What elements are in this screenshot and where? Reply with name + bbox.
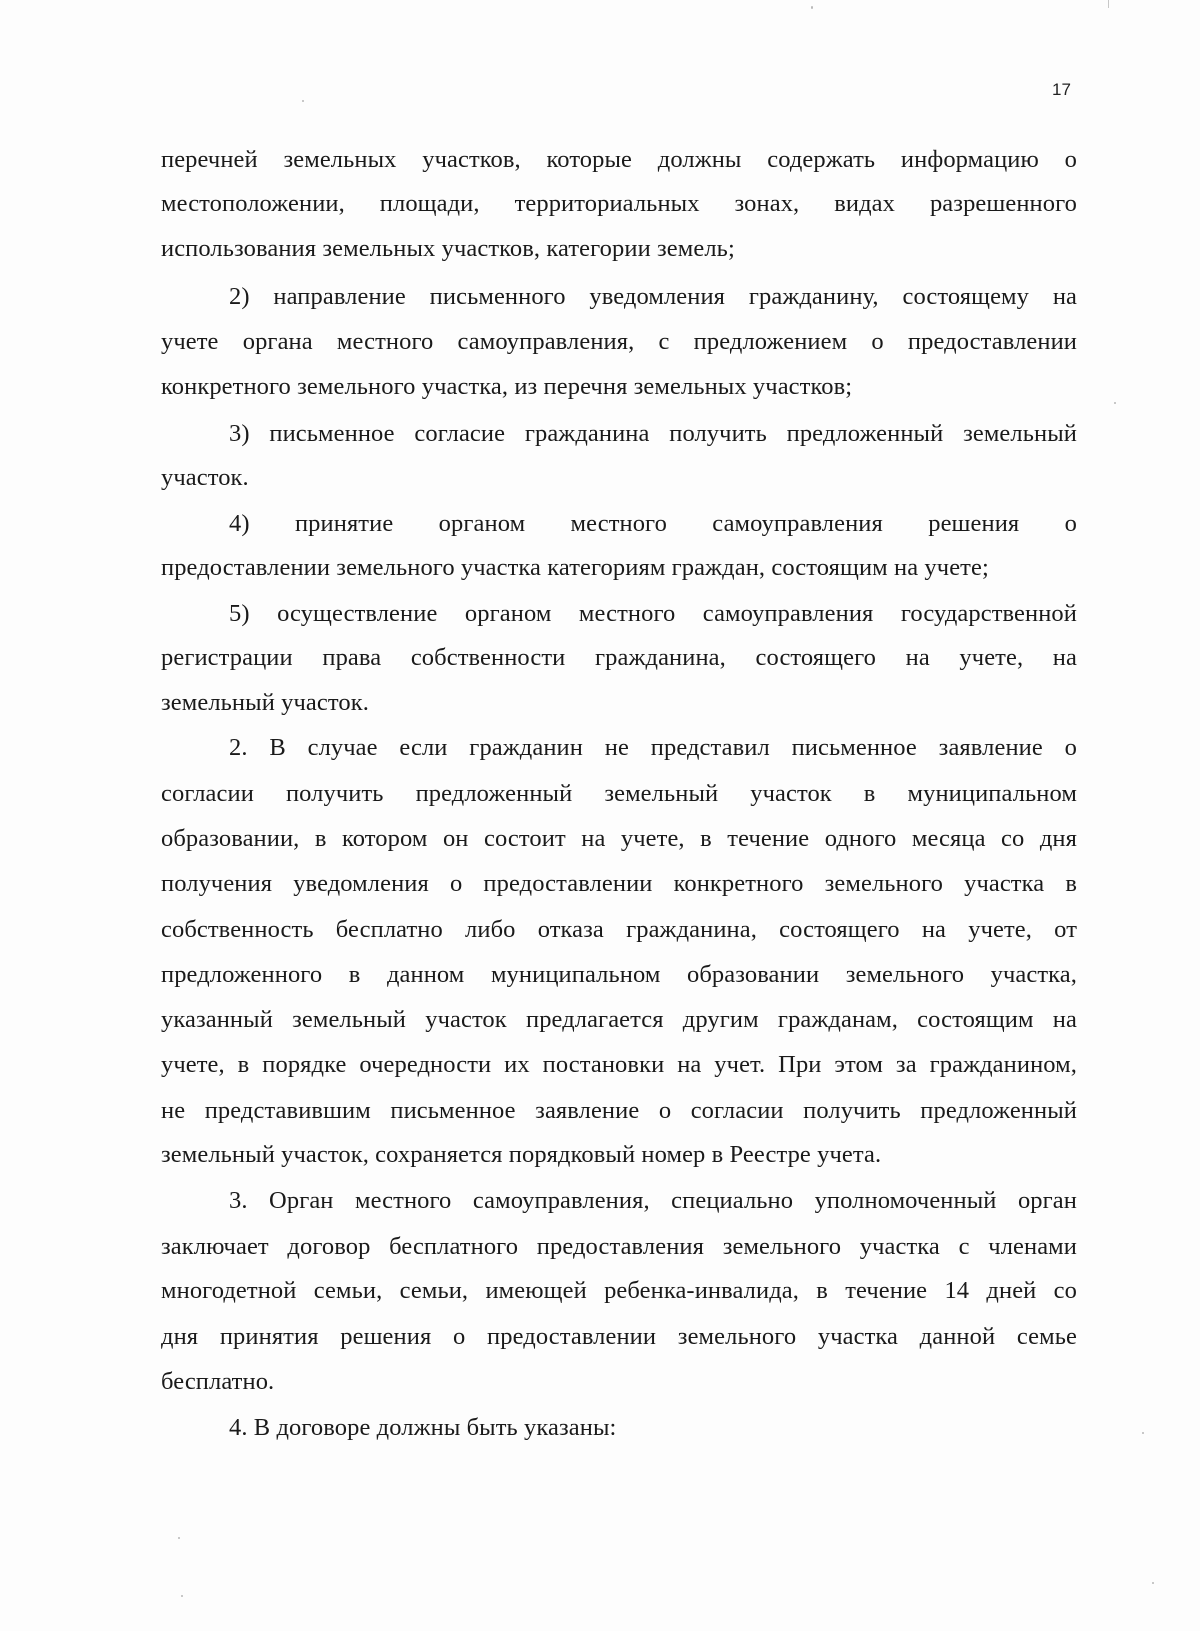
text-line: 4) принятие органом местного самоуправления решения о [229, 510, 1077, 537]
scan-speck [1152, 1582, 1154, 1584]
text-line: собственность бесплатно либо отказа гражданина, состоящего на учете, от [161, 916, 1077, 943]
scan-speck [811, 6, 813, 9]
text-line: 4. В договоре должны быть указаны: [229, 1414, 617, 1441]
scan-edge-mark [1108, 0, 1109, 8]
text-line: учете, в порядке очередности их постановки на учет. При этом за гражданином, [161, 1051, 1077, 1078]
text-line: перечней земельных участков, которые должны содержать информацию о [161, 146, 1077, 173]
text-line: согласии получить предложенный земельный участок в муниципальном [161, 780, 1077, 807]
text-line: использования земельных участков, категории земель; [161, 235, 735, 262]
scan-speck [1142, 1432, 1144, 1434]
text-line: 3. Орган местного самоуправления, специально уполномоченный орган [229, 1187, 1077, 1214]
text-line: многодетной семьи, семьи, имеющей ребенка-инвалида, в течение 14 дней со [161, 1277, 1077, 1304]
scan-speck [181, 1595, 183, 1597]
text-line: 3) письменное согласие гражданина получить предложенный земельный [229, 420, 1077, 447]
text-line: бесплатно. [161, 1368, 275, 1395]
text-line: конкретного земельного участка, из перечня земельных участков; [161, 373, 853, 400]
text-line: земельный участок. [161, 689, 369, 716]
text-line: 2. В случае если гражданин не представил письменное заявление о [229, 734, 1077, 761]
text-line: учете органа местного самоуправления, с предложением о предоставлении [161, 328, 1077, 355]
scan-speck [302, 100, 304, 102]
text-line: предоставлении земельного участка категориям граждан, состоящим на учете; [161, 554, 989, 581]
text-line: 5) осуществление органом местного самоуправления государственной [229, 600, 1077, 627]
page-number: 17 [1052, 80, 1071, 99]
text-line: земельный участок, сохраняется порядковый номер в Реестре учета. [161, 1141, 882, 1168]
text-line: местоположении, площади, территориальных зонах, видах разрешенного [161, 190, 1077, 217]
text-line: образовании, в котором он состоит на учете, в течение одного месяца со дня [161, 825, 1077, 852]
text-line: участок. [161, 464, 249, 491]
text-line: не представившим письменное заявление о согласии получить предложенный [161, 1097, 1077, 1124]
text-line: 2) направление письменного уведомления гражданину, состоящему на [229, 283, 1077, 310]
text-line: указанный земельный участок предлагается другим гражданам, состоящим на [161, 1006, 1077, 1033]
text-line: регистрации права собственности гражданина, состоящего на учете, на [161, 644, 1077, 671]
text-line: заключает договор бесплатного предоставления земельного участка с членами [161, 1233, 1077, 1260]
scan-speck [178, 1537, 180, 1539]
text-line: получения уведомления о предоставлении конкретного земельного участка в [161, 870, 1077, 897]
text-line: предложенного в данном муниципальном образовании земельного участка, [161, 961, 1077, 988]
scan-speck [1114, 402, 1116, 404]
text-line: дня принятия решения о предоставлении земельного участка данной семье [161, 1323, 1077, 1350]
